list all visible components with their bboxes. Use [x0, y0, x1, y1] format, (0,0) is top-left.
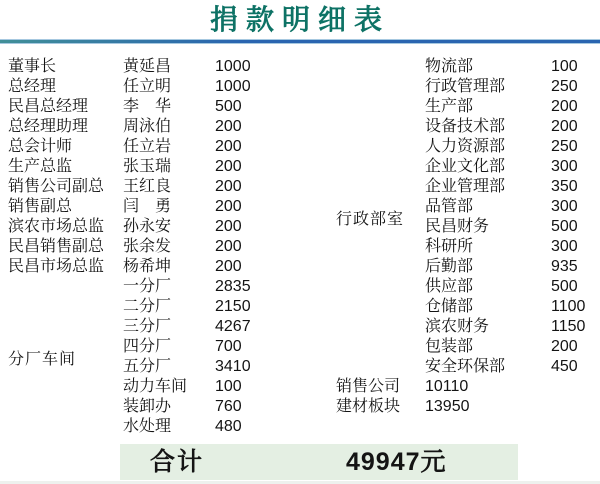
donation-amount: 100 [215, 378, 242, 395]
department-name: 供应部 [425, 278, 474, 295]
position-label: 销售公司副总 [8, 178, 105, 195]
workshop-name: 四分厂 [123, 338, 172, 355]
department-name: 仓储部 [425, 298, 474, 315]
department-name: 设备技术部 [425, 118, 506, 135]
donation-row [0, 337, 600, 357]
donation-row [0, 137, 600, 157]
position-label: 民昌销售副总 [8, 238, 105, 255]
grand-total-value: 49947元 [346, 448, 447, 476]
donation-amount: 1100 [551, 298, 586, 315]
donation-amount: 500 [551, 278, 578, 295]
department-name: 企业文化部 [425, 158, 506, 175]
workshop-name: 一分厂 [123, 278, 172, 295]
division-amount: 10110 [425, 378, 469, 395]
division-amount: 13950 [425, 398, 470, 415]
donation-amount: 500 [215, 98, 242, 115]
donor-name: 杨希坤 [123, 258, 172, 275]
workshop-name: 五分厂 [123, 358, 172, 375]
donation-amount: 200 [215, 158, 242, 175]
donation-row [0, 417, 300, 437]
donation-amount: 200 [551, 338, 578, 355]
donor-name: 任立明 [123, 78, 172, 95]
position-label: 民昌市场总监 [8, 258, 105, 275]
position-label: 民昌总经理 [8, 98, 89, 115]
donation-row [0, 97, 600, 117]
donation-amount: 480 [215, 418, 242, 435]
donation-amount: 200 [551, 98, 578, 115]
donation-row [0, 197, 600, 217]
donation-row [0, 277, 600, 297]
department-donations-list [0, 57, 600, 377]
donation-amount: 1000 [215, 58, 251, 75]
donation-amount: 2150 [215, 298, 251, 315]
donor-name: 黄延昌 [123, 58, 172, 75]
donation-amount: 200 [215, 118, 242, 135]
donation-row [0, 317, 600, 337]
workshop-name: 动力车间 [123, 378, 188, 395]
donation-amount: 200 [215, 258, 242, 275]
position-label: 生产总监 [8, 158, 73, 175]
donation-amount: 760 [215, 398, 242, 415]
workshop-name: 水处理 [123, 418, 172, 435]
position-label: 总经理助理 [8, 118, 89, 135]
donor-name: 张玉瑞 [123, 158, 172, 175]
department-name: 生产部 [425, 98, 474, 115]
workshop-name: 装卸办 [123, 398, 172, 415]
division-name: 销售公司 [336, 378, 401, 395]
admin-group-label: 行政部室 [336, 210, 405, 228]
donor-name: 周泳伯 [123, 118, 172, 135]
donation-row [0, 237, 600, 257]
donation-amount: 700 [215, 338, 242, 355]
department-name: 民昌财务 [425, 218, 490, 235]
donation-amount: 300 [551, 238, 578, 255]
donation-amount: 1000 [215, 78, 251, 95]
donor-name: 李 华 [123, 98, 172, 115]
donation-row [0, 157, 600, 177]
page-title: 捐款明细表 [209, 4, 390, 35]
division-totals-list [0, 377, 600, 417]
donor-name: 孙永安 [123, 218, 172, 235]
donation-amount: 200 [215, 138, 242, 155]
division-name: 建材板块 [336, 398, 401, 415]
donation-amount: 500 [551, 218, 578, 235]
department-name: 物流部 [425, 58, 474, 75]
department-name: 科研所 [425, 238, 474, 255]
position-label: 总会计师 [8, 138, 73, 155]
donation-amount: 100 [551, 58, 578, 75]
department-name: 品管部 [425, 198, 474, 215]
donation-amount: 300 [551, 158, 578, 175]
donation-amount: 1150 [551, 318, 586, 335]
department-name: 人力资源部 [425, 138, 506, 155]
department-name: 安全环保部 [425, 358, 506, 375]
donation-amount: 935 [551, 258, 578, 275]
division-total-row [0, 397, 600, 417]
grand-total-label: 合计 [150, 448, 205, 476]
workshop-group-label: 分厂车间 [8, 350, 77, 368]
donation-amount: 200 [215, 198, 242, 215]
title-divider-line [0, 39, 600, 44]
donation-row [0, 297, 600, 317]
donor-name: 任立岩 [123, 138, 172, 155]
division-total-row [0, 377, 600, 397]
position-label: 总经理 [8, 78, 57, 95]
position-label: 滨农市场总监 [8, 218, 105, 235]
donation-row [0, 77, 600, 97]
donor-name: 张余发 [123, 238, 172, 255]
position-label: 董事长 [8, 58, 57, 75]
donation-amount: 3410 [215, 358, 251, 375]
donation-amount: 200 [551, 118, 578, 135]
donation-amount: 2835 [215, 278, 251, 295]
donation-amount: 4267 [215, 318, 251, 335]
donation-amount: 200 [215, 218, 242, 235]
donation-row [0, 257, 600, 277]
donor-name: 闫 勇 [123, 198, 172, 215]
donation-row [0, 217, 600, 237]
department-name: 滨农财务 [425, 318, 490, 335]
donation-row [0, 117, 600, 137]
workshop-name: 三分厂 [123, 318, 172, 335]
donation-amount: 250 [551, 138, 578, 155]
donor-name: 王红良 [123, 178, 172, 195]
donation-row [0, 357, 600, 377]
department-name: 企业管理部 [425, 178, 506, 195]
department-name: 行政管理部 [425, 78, 506, 95]
donation-amount: 200 [215, 238, 242, 255]
position-label: 销售副总 [8, 198, 73, 215]
workshop-name: 二分厂 [123, 298, 172, 315]
donation-amount: 300 [551, 198, 578, 215]
grand-total-bar [120, 444, 518, 480]
donation-amount: 200 [215, 178, 242, 195]
donation-amount: 450 [551, 358, 578, 375]
donation-row [0, 177, 600, 197]
department-name: 后勤部 [425, 258, 474, 275]
donation-amount: 350 [551, 178, 578, 195]
donation-amount: 250 [551, 78, 578, 95]
department-name: 包装部 [425, 338, 474, 355]
donation-row [0, 57, 600, 77]
